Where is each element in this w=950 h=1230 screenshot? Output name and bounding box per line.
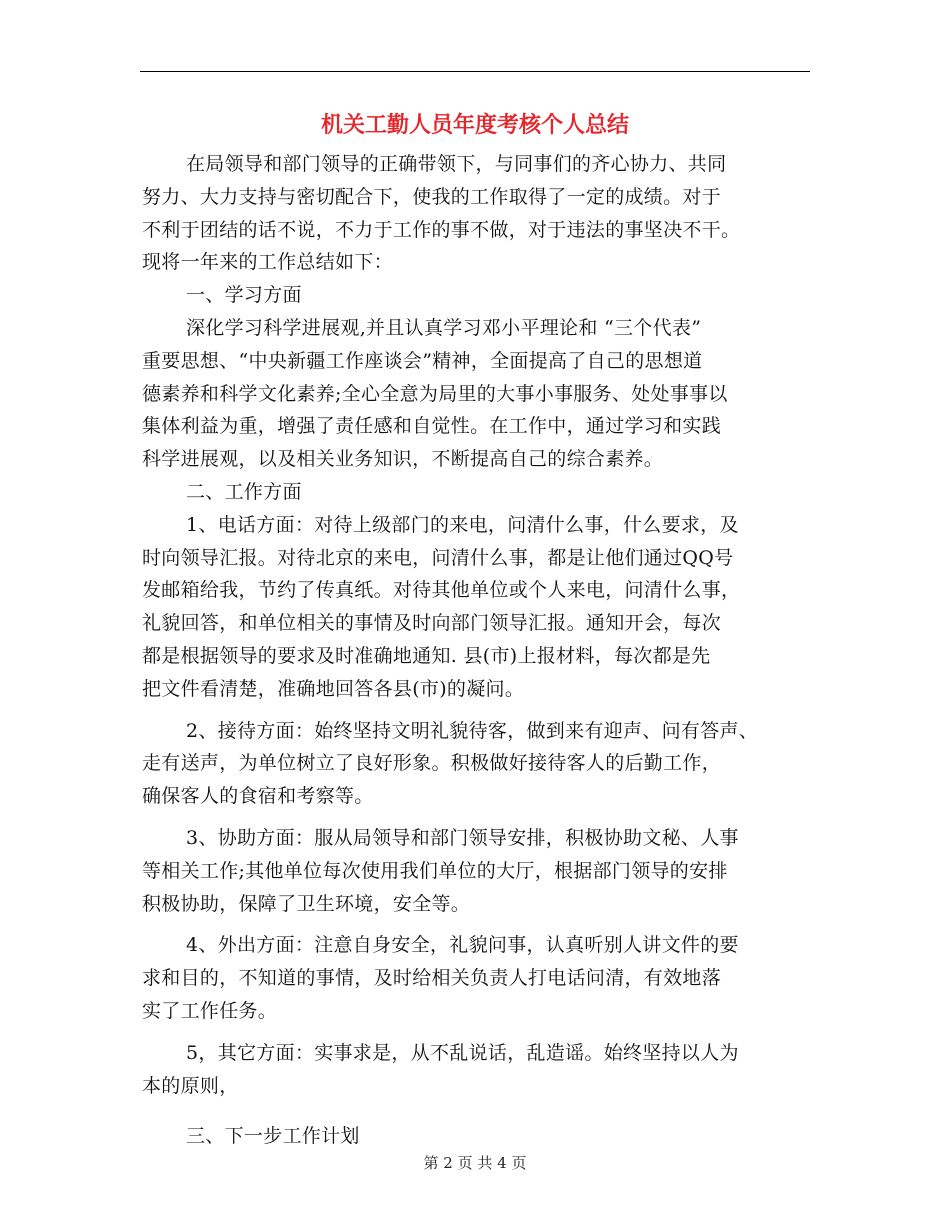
- paragraph-line: 等相关工作;其他单位每次使用我们单位的大厅，根据部门领导的安排: [142, 859, 728, 882]
- paragraph-line: 都是根据领导的要求及时准确地通知. 县(市)上报材料，每次都是先: [142, 644, 711, 667]
- paragraph-line: 本的原则，: [142, 1074, 239, 1097]
- paragraph-line: 求和目的，不知道的事情，及时给相关负责人打电话问清，有效地落: [142, 967, 722, 990]
- paragraph-line: 科学进展观，以及相关业务知识，不断提高自己的综合素养。: [142, 448, 664, 471]
- paragraph-line: 1、电话方面：对待上级部门的来电，问清什么事，什么要求，及: [186, 513, 739, 536]
- paragraph-line: 在局领导和部门领导的正确带领下，与同事们的齐心协力、共同: [186, 153, 727, 175]
- paragraph-line: 5，其它方面：实事求是，从不乱说话，乱造谣。始终坚持以人为: [186, 1041, 739, 1064]
- paragraph-line: 不利于团结的话不说，不力于工作的事不做，对于违法的事坚决不干。: [142, 218, 741, 241]
- paragraph-line: 积极协助，保障了卫生环境，安全等。: [142, 892, 471, 915]
- paragraph-line: 礼貌回答，和单位相关的事情及时向部门领导汇报。通知开会，每次: [142, 612, 722, 635]
- paragraph-line: 努力、大力支持与密切配合下，使我的工作取得了一定的成绩。对于: [142, 185, 722, 208]
- section-heading-work: 二、工作方面: [186, 480, 302, 503]
- page-footer: 第 2 页 共 4 页: [423, 1154, 527, 1172]
- paragraph-line: 2、接待方面：始终坚持文明礼貌待客，做到来有迎声、问有答声、: [186, 719, 759, 742]
- paragraph-line: 集体利益为重，增强了责任感和自觉性。在工作中，通过学习和实践: [142, 415, 722, 438]
- paragraph-line: 深化学习科学进展观,并且认真学习邓小平理论和 “三个代表”: [186, 316, 702, 339]
- paragraph-line: 3、协助方面：服从局领导和部门领导安排，积极协助文秘、人事: [186, 826, 739, 849]
- paragraph-line: 确保客人的食宿和考察等。: [142, 785, 374, 808]
- paragraph-line: 时向领导汇报。对待北京的来电，问清什么事，都是让他们通过QQ号: [142, 546, 734, 569]
- section-heading-next-plan: 三、下一步工作计划: [186, 1125, 360, 1148]
- document-body: [142, 148, 810, 1153]
- paragraph-line: 重要思想、“中央新疆工作座谈会”精神，全面提高了自己的思想道: [142, 349, 703, 372]
- document-title: 机关工勤人员年度考核个人总结: [320, 112, 629, 138]
- paragraph-line: 现将一年来的工作总结如下：: [142, 251, 393, 274]
- paragraph-line: 走有送声，为单位树立了良好形象。积极做好接待客人的后勤工作，: [142, 752, 722, 775]
- section-heading-study: 一、学习方面: [186, 284, 302, 307]
- paragraph-line: 德素养和科学文化素养;全心全意为局里的大事小事服务、处处事事以: [142, 382, 728, 405]
- paragraph-line: 4、外出方面：注意自身安全，礼貌问事，认真听别人讲文件的要: [186, 934, 739, 957]
- paragraph-line: 把文件看清楚，准确地回答各县(市)的凝问。: [142, 677, 525, 700]
- paragraph-line: 实了工作任务。: [142, 999, 278, 1022]
- paragraph-line: 发邮箱给我，节约了传真纸。对待其他单位或个人来电，问清什么事，: [142, 579, 741, 602]
- header-rule: [140, 71, 810, 72]
